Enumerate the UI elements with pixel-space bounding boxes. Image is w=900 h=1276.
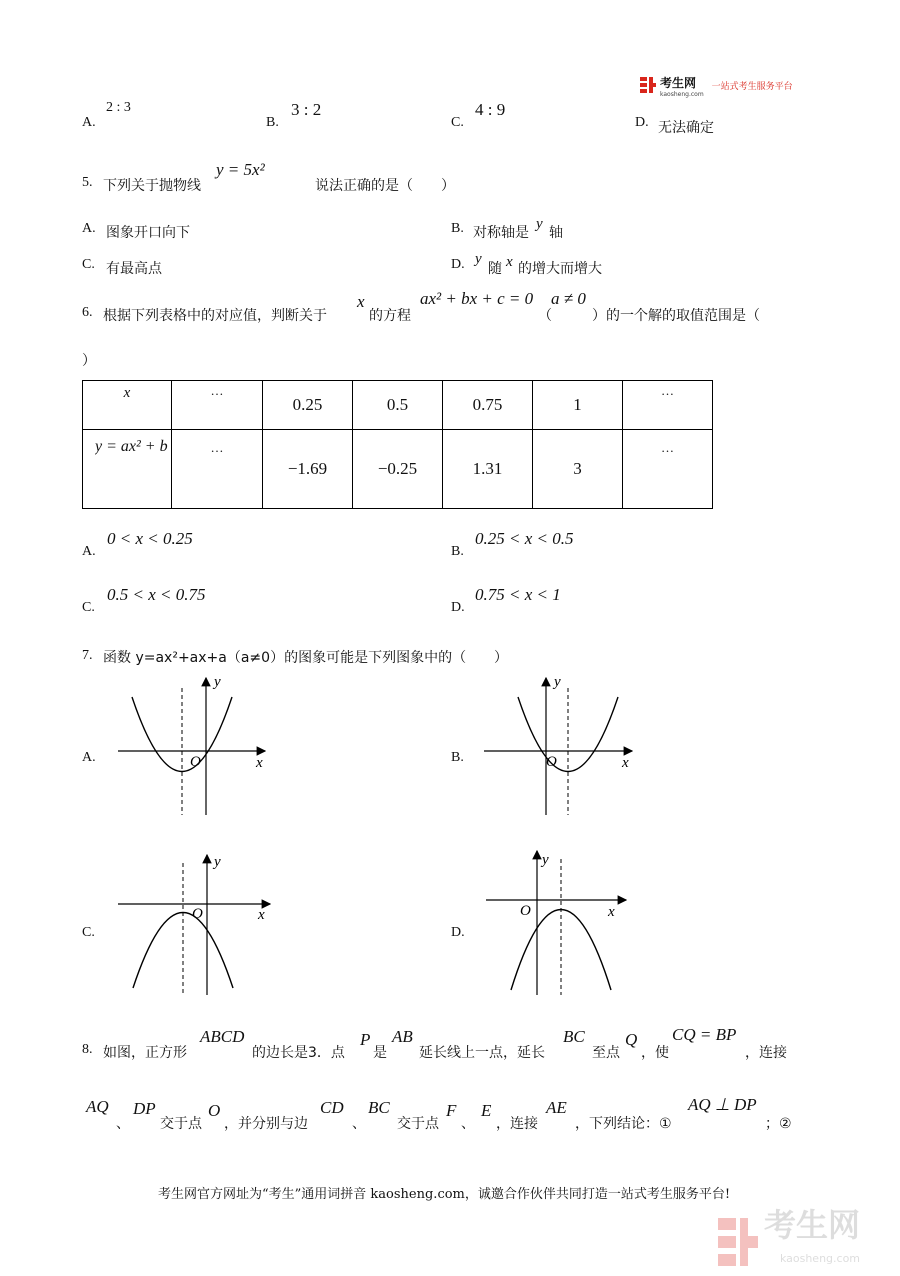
q8-bc-2: BC — [368, 1098, 390, 1117]
origin-label: O — [520, 903, 531, 919]
q8-text-1: 如图，正方形 — [103, 1045, 187, 1061]
q6-option-b-value: 0.25 < x < 0.5 — [475, 529, 574, 548]
y-axis-label: y — [214, 854, 221, 870]
origin-label: O — [546, 754, 557, 770]
brand-tagline: 一站式考生服务平台 — [711, 81, 793, 92]
q5-stem: 下列关于抛物线 — [103, 178, 201, 194]
table-cell: 3 — [533, 430, 623, 509]
table-cell: … — [623, 430, 713, 509]
q5-option-b-label: B. — [451, 221, 464, 236]
x-axis-label: x — [256, 755, 263, 771]
q5-option-d-mid: 随 — [488, 261, 502, 277]
q8-ae: AE — [546, 1098, 567, 1117]
q4-option-b-label: B. — [266, 115, 279, 130]
q6-option-a-value: 0 < x < 0.25 — [107, 529, 193, 548]
q8-q: Q — [625, 1030, 638, 1049]
watermark — [718, 1208, 860, 1276]
q4-option-a-value: 2 : 3 — [106, 100, 131, 115]
origin-label: O — [190, 754, 201, 770]
table-cell: 0.25 — [263, 381, 353, 430]
q6-value-table — [82, 380, 713, 509]
q6-number: 6. — [82, 305, 93, 320]
table-row — [83, 381, 713, 430]
table-cell: 0.75 — [443, 381, 533, 430]
q8-text-2: 的边长是3．点 — [252, 1045, 345, 1061]
q6-option-c-value: 0.5 < x < 0.75 — [107, 585, 206, 604]
q8-text-3: 是 — [373, 1045, 387, 1061]
q8-text-11: 、 — [352, 1116, 366, 1132]
q5-option-d-text: 的增大而增大 — [518, 261, 602, 277]
table-cell: … — [172, 430, 263, 509]
parabola — [511, 910, 611, 991]
q6-var-x: x — [357, 292, 365, 311]
q6-option-c-label: C. — [82, 600, 95, 615]
q8-number: 8. — [82, 1042, 93, 1057]
q8-cd: CD — [320, 1098, 344, 1117]
table-cell: 0.5 — [353, 381, 443, 430]
brand-header — [640, 72, 793, 98]
q7-number: 7. — [82, 648, 93, 663]
table-cell: 1.31 — [443, 430, 533, 509]
q8-dp: DP — [133, 1099, 156, 1118]
q4-option-d-text: 无法确定 — [658, 120, 714, 136]
q7-graph-d-label: D. — [451, 925, 465, 940]
q8-text-8: 、 — [116, 1116, 130, 1132]
watermark-name: 考生网 — [764, 1206, 861, 1244]
q6-option-a-label: A. — [82, 544, 96, 559]
q4-option-c-value: 4 : 9 — [475, 100, 506, 119]
q8-e: E — [481, 1101, 492, 1120]
table-header-x: x — [83, 381, 172, 430]
q7-stem: 函数 y=ax²+ax+a（a≠0）的图象可能是下列图象中的（ ） — [103, 650, 509, 666]
table-cell: 1 — [533, 381, 623, 430]
q6-stem-3: ）的一个解的取值范围是（ — [592, 308, 760, 324]
brand-domain: kaosheng.com — [660, 91, 704, 98]
q4-option-c-label: C. — [451, 115, 464, 130]
q8-text-16: ；② — [765, 1116, 792, 1132]
q6-stem-4: ） — [82, 353, 96, 369]
q6-cond-open: （ — [538, 308, 552, 324]
q8-perp: AQ ⊥ DP — [688, 1095, 757, 1114]
q8-equation: CQ = BP — [672, 1025, 737, 1044]
x-axis-label: x — [258, 907, 265, 923]
q8-bc: BC — [563, 1027, 585, 1046]
q5-option-c-text: 有最高点 — [106, 261, 162, 277]
q5-stem-end: 说法正确的是（ ） — [315, 178, 455, 194]
y-axis-label: y — [542, 852, 549, 868]
q8-text-9: 交于点 — [160, 1116, 202, 1132]
q4-option-d-label: D. — [635, 115, 649, 130]
q8-text-12: 交于点 — [397, 1116, 439, 1132]
q5-option-b-var: y — [536, 216, 543, 232]
table-cell: −1.69 — [263, 430, 353, 509]
q5-number: 5. — [82, 175, 93, 190]
brand-logo-icon — [640, 77, 656, 93]
q7-graph-c-label: C. — [82, 925, 95, 940]
q8-text-10: ，并分别与边 — [224, 1116, 308, 1132]
q8-abcd: ABCD — [200, 1027, 245, 1046]
q5-option-a-text: 图象开口向下 — [106, 225, 190, 241]
brand-name: 考生网 — [660, 76, 697, 90]
q8-text-13: 、 — [461, 1116, 475, 1132]
q4-option-b-value: 3 : 2 — [291, 100, 322, 119]
q8-text-6: ，使 — [641, 1045, 669, 1061]
q5-option-d-label: D. — [451, 257, 465, 272]
watermark-logo-icon — [718, 1218, 758, 1266]
q8-f: F — [446, 1101, 457, 1120]
q5-option-b-text: 对称轴是 — [473, 225, 529, 241]
footer-text: 考生网官方网址为“考生”通用词拼音 kaosheng.com，诚邀合作伙伴共同打造一站式考生服务平台! — [158, 1187, 731, 1202]
q8-text-5: 至点 — [592, 1045, 620, 1061]
q8-text-15: ，下列结论：① — [575, 1116, 672, 1132]
q8-o: O — [208, 1101, 221, 1120]
q6-condition: a ≠ 0 — [551, 289, 586, 308]
q7-graph-a-label: A. — [82, 750, 96, 765]
q6-stem-2: 的方程 — [369, 308, 411, 324]
q6-option-d-label: D. — [451, 600, 465, 615]
y-axis-label: y — [554, 674, 561, 690]
y-axis-label: y — [214, 674, 221, 690]
q6-option-b-label: B. — [451, 544, 464, 559]
q6-stem-1: 根据下列表格中的对应值，判断关于 — [103, 308, 327, 324]
q5-option-c-label: C. — [82, 257, 95, 272]
q7-graph-d — [480, 845, 650, 1000]
q8-text-4: 延长线上一点，延长 — [419, 1045, 545, 1061]
q7-graph-a — [110, 670, 280, 820]
q8-p: P — [360, 1030, 371, 1049]
q6-equation: ax² + bx + c = 0 — [420, 289, 534, 308]
watermark-domain: kaosheng.com — [779, 1252, 861, 1265]
q5-option-d-var2: x — [506, 254, 513, 270]
table-header-y-text: y = ax² + b — [95, 438, 168, 455]
q5-equation: y = 5x² — [216, 160, 265, 179]
q5-option-b-text-end: 轴 — [549, 225, 563, 241]
q6-option-d-value: 0.75 < x < 1 — [475, 585, 561, 604]
q8-text-14: ，连接 — [496, 1116, 538, 1132]
table-row — [83, 430, 713, 509]
x-axis-label: x — [608, 904, 615, 920]
q8-aq: AQ — [86, 1097, 109, 1116]
x-axis-label: x — [622, 755, 629, 771]
table-header-y — [83, 430, 172, 509]
q7-graph-b — [480, 670, 650, 820]
q7-graph-b-label: B. — [451, 750, 464, 765]
origin-label: O — [192, 906, 203, 922]
table-cell: … — [623, 381, 713, 430]
q8-text-7: ，连接 — [745, 1045, 787, 1061]
q5-option-d-var1: y — [475, 251, 482, 267]
q5-option-a-label: A. — [82, 221, 96, 236]
q7-graph-c — [110, 845, 280, 1000]
table-cell: −0.25 — [353, 430, 443, 509]
q8-ab: AB — [392, 1027, 413, 1046]
q4-option-a-label: A. — [82, 115, 96, 130]
table-cell: … — [172, 381, 263, 430]
